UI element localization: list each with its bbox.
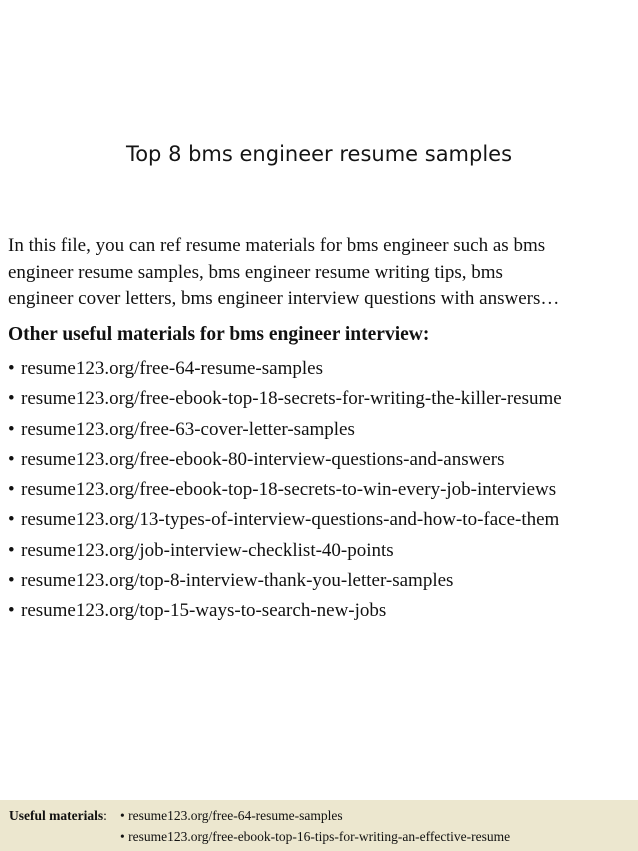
intro-line: In this file, you can ref resume materials for bms engineer such as bms xyxy=(8,235,546,256)
bullet-icon: • xyxy=(8,418,15,440)
bullet-icon: • xyxy=(8,479,15,501)
list-item xyxy=(8,536,562,566)
bullet-icon: • xyxy=(8,448,15,470)
bullet-icon: • xyxy=(8,509,15,531)
list-item xyxy=(8,384,562,414)
intro-line: engineer cover letters, bms engineer interview questions with answers… xyxy=(8,288,560,309)
list-item xyxy=(8,415,562,445)
footer-link-row xyxy=(120,808,343,824)
materials-link[interactable]: resume123.org/free-63-cover-letter-samples xyxy=(21,418,355,440)
bullet-icon: • xyxy=(8,539,15,561)
list-item xyxy=(8,505,562,535)
bullet-icon: • xyxy=(120,829,125,844)
bullet-icon: • xyxy=(8,388,15,410)
list-item xyxy=(8,354,562,384)
materials-link[interactable]: resume123.org/top-15-ways-to-search-new-jobs xyxy=(21,600,387,622)
materials-link[interactable]: resume123.org/free-ebook-top-18-secrets-for-writing-the-killer-resume xyxy=(21,388,562,410)
intro-paragraph xyxy=(8,233,633,313)
list-item xyxy=(8,445,562,475)
list-item xyxy=(8,596,562,626)
materials-link[interactable]: resume123.org/free-ebook-top-18-secrets-to-win-every-job-interviews xyxy=(21,479,557,501)
footer-label xyxy=(9,808,107,824)
footer-bar xyxy=(0,800,638,851)
footer-link[interactable]: resume123.org/free-ebook-top-16-tips-for-writing-an-effective-resume xyxy=(128,829,511,844)
materials-link[interactable]: resume123.org/top-8-interview-thank-you-letter-samples xyxy=(21,570,454,592)
bullet-icon: • xyxy=(8,570,15,592)
materials-link[interactable]: resume123.org/job-interview-checklist-40-points xyxy=(21,539,394,561)
materials-link-list xyxy=(8,354,562,627)
bullet-icon: • xyxy=(120,808,125,823)
intro-line: engineer resume samples, bms engineer resume writing tips, bms xyxy=(8,261,503,283)
list-item xyxy=(8,475,562,505)
list-item xyxy=(8,566,562,596)
footer-label-separator: : xyxy=(103,808,107,823)
page-title: Top 8 bms engineer resume samples xyxy=(125,142,513,166)
bullet-icon: • xyxy=(8,358,15,379)
materials-link[interactable]: resume123.org/13-types-of-interview-questions-and-how-to-face-them xyxy=(21,509,560,531)
materials-link[interactable]: resume123.org/free-64-resume-samples xyxy=(21,358,323,379)
materials-link[interactable]: resume123.org/free-ebook-80-interview-questions-and-answers xyxy=(21,448,505,470)
footer-link-row xyxy=(120,829,510,845)
footer-link[interactable]: resume123.org/free-64-resume-samples xyxy=(128,808,343,823)
footer-label-text: Useful materials xyxy=(9,808,104,823)
bullet-icon: • xyxy=(8,600,15,622)
materials-heading: Other useful materials for bms engineer interview: xyxy=(8,324,430,345)
